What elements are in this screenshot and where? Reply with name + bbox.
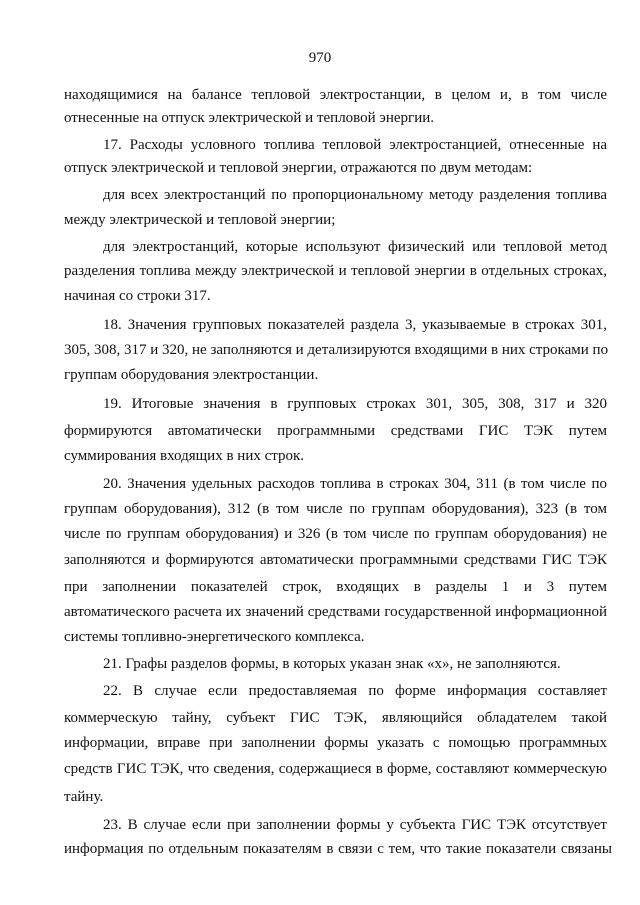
text-line: при заполнении показателей строк, входящих в разделы 1 и 3 путем	[64, 579, 607, 595]
text-line: 19. Итоговые значения в групповых строках 301, 305, 308, 317 и 320	[103, 396, 607, 412]
text-line: группам оборудования), 312 (в том числе по группам оборудования), 323 (в том	[64, 501, 607, 517]
text-line: суммирования входящих в них строк.	[64, 448, 305, 464]
text-line: тайну.	[64, 789, 104, 805]
text-line: средств ГИС ТЭК, что сведения, содержащиеся в форме, составляют коммерческую	[64, 761, 607, 777]
text-line: 18. Значения групповых показателей раздела 3, указываемые в строках 301,	[103, 317, 607, 333]
text-line: 21. Графы разделов формы, в которых указан знак «х», не заполняются.	[103, 656, 561, 672]
text-line: формируются автоматически программными средствами ГИС ТЭК путем	[64, 423, 607, 439]
text-line: информация по отдельным показателям в связи с тем, что такие показатели связаны	[64, 841, 612, 857]
text-line: отнесенные на отпуск электрической и тепловой энергии.	[64, 110, 435, 126]
text-line: отпуск электрической и тепловой энергии, отражаются по двум методам:	[64, 160, 533, 176]
text-line: 305, 308, 317 и 320, не заполняются и детализируются входящими в них строками по	[64, 342, 609, 358]
text-line: 20. Значения удельных расходов топлива в строках 304, 311 (в том числе по	[103, 476, 607, 492]
text-line: заполняются и формируются автоматически программными средствами ГИС ТЭК	[64, 552, 607, 568]
text-line: числе по группам оборудования) и 326 (в том числе по группам оборудования) не	[64, 526, 607, 542]
text-line: 23. В случае если при заполнении формы у субъекта ГИС ТЭК отсутствует	[103, 817, 607, 833]
text-line: для всех электростанций по пропорциональному методу разделения топлива	[103, 187, 607, 203]
text-line: 22. В случае если предоставляемая по форме информация составляет	[103, 683, 607, 699]
text-line: группам оборудования электростанции.	[64, 367, 319, 383]
text-line: начиная со строки 317.	[64, 288, 211, 304]
text-line: между электрической и тепловой энергии;	[64, 212, 336, 228]
page-number: 970	[308, 50, 332, 66]
text-line: разделения топлива между электрической и тепловой энергии в отдельных строках,	[64, 263, 607, 279]
text-line: находящимися на балансе тепловой электростанции, в целом и, в том числе	[64, 87, 607, 103]
text-line: для электростанций, которые используют физический или тепловой метод	[103, 239, 607, 255]
text-line: информации, вправе при заполнении формы указать с помощью программных	[64, 735, 607, 751]
text-line: 17. Расходы условного топлива тепловой электростанцией, отнесенные на	[103, 137, 607, 153]
text-line: системы топливно-энергетического комплекса.	[64, 629, 365, 645]
text-line: коммерческую тайну, субъект ГИС ТЭК, являющийся обладателем такой	[64, 710, 607, 726]
text-line: автоматического расчета их значений средствами государственной информационной	[64, 604, 607, 620]
